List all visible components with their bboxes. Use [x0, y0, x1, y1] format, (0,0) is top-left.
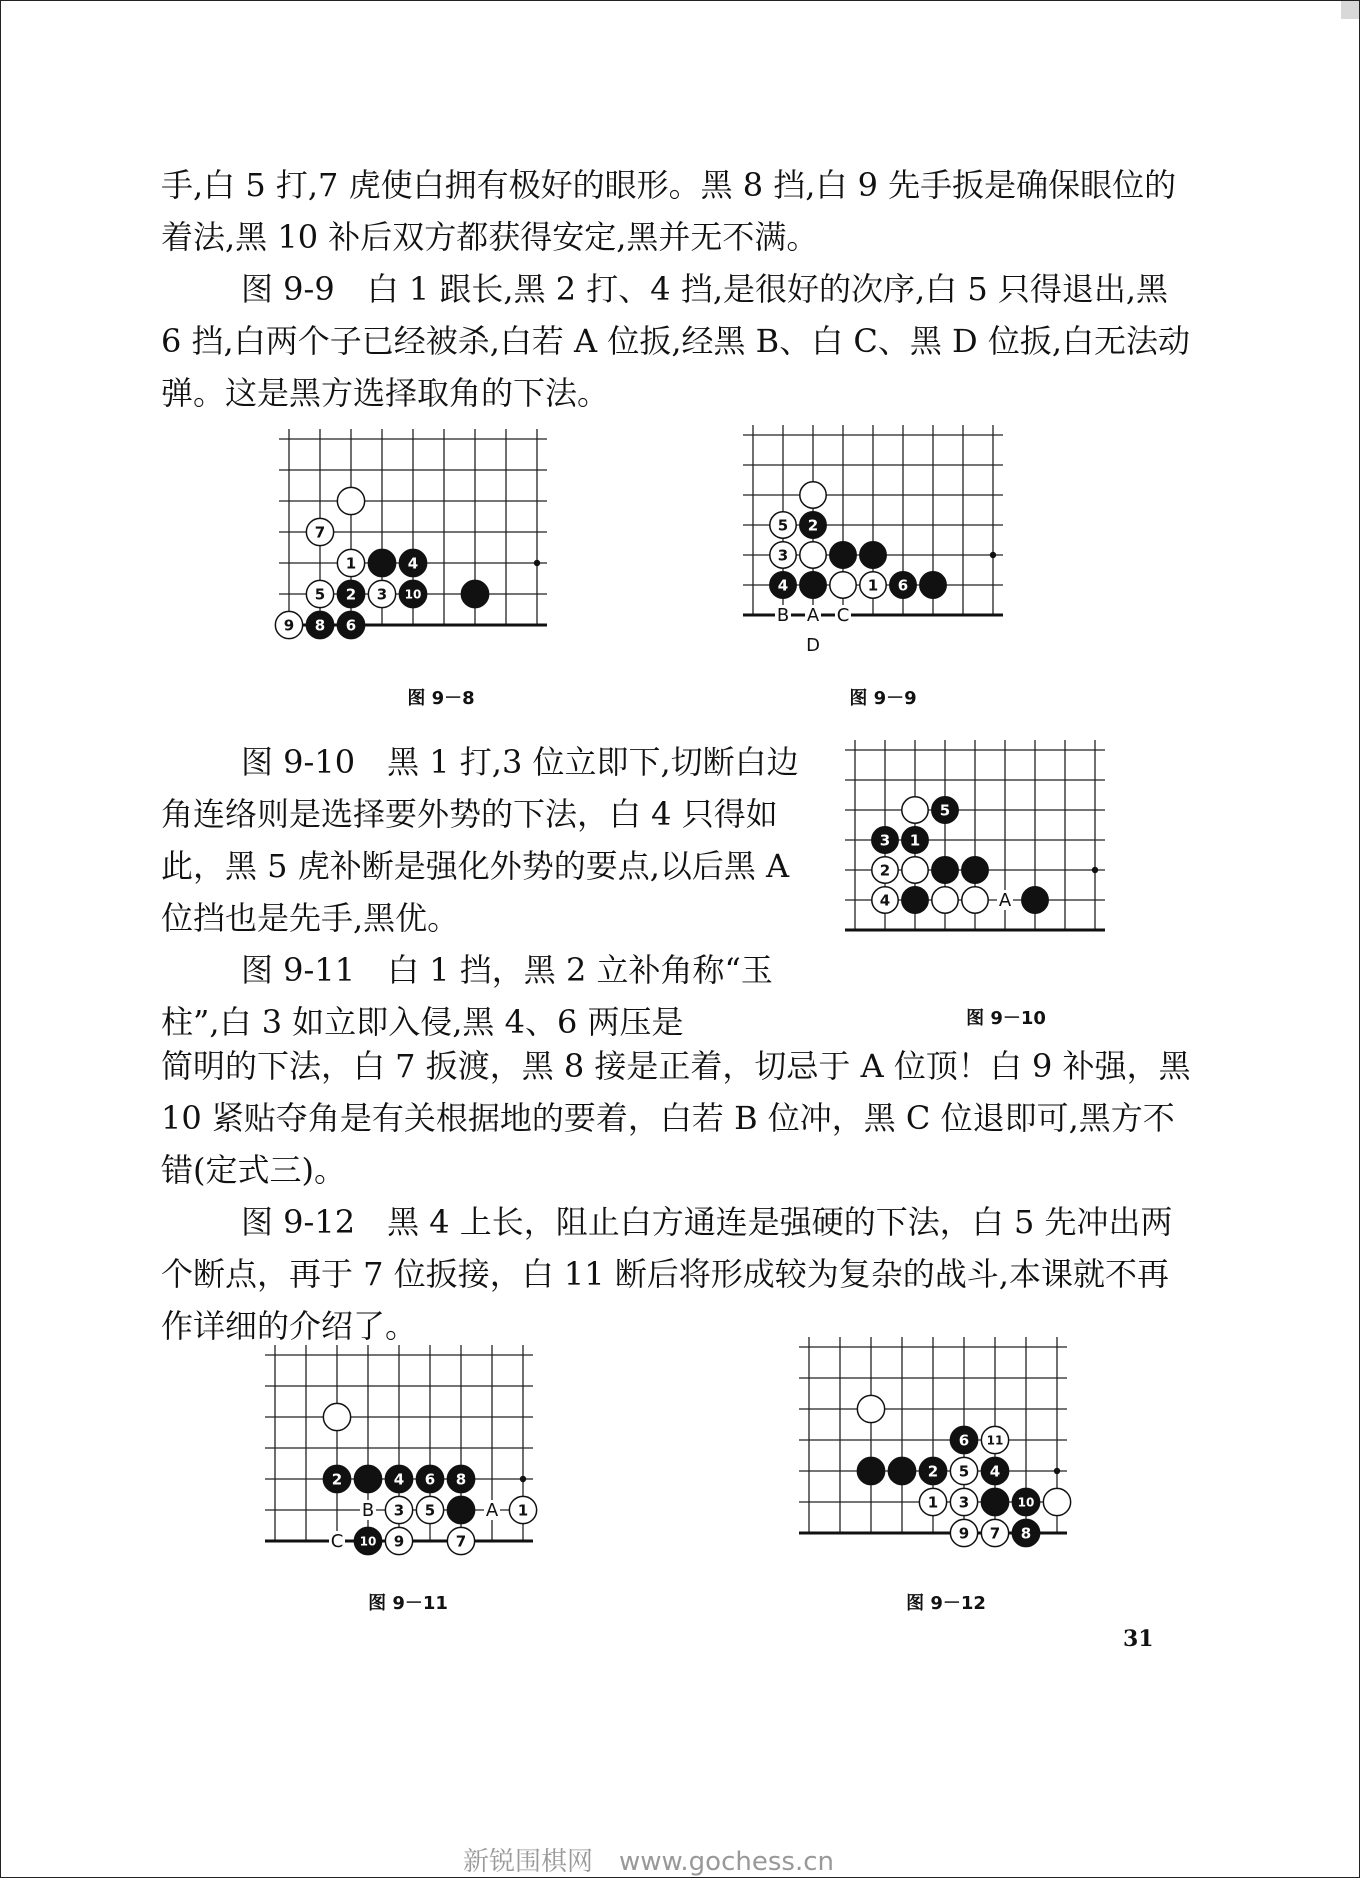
position-letter: A: [806, 605, 820, 626]
caption-fig-9-11: 图 9－11: [368, 1593, 448, 1614]
move-number: 11: [986, 1433, 1004, 1448]
move-number: 3: [879, 831, 891, 850]
star-point: [520, 1476, 526, 1482]
black-stone: [830, 542, 856, 568]
move-number: 3: [777, 546, 789, 565]
move-number: 3: [393, 1501, 405, 1520]
move-number: 10: [1017, 1495, 1035, 1510]
black-stone: [920, 572, 946, 598]
move-number: 1: [909, 831, 921, 850]
black-stone: [1022, 887, 1048, 913]
move-number: 4: [879, 891, 891, 910]
caption-fig-9-12: 图 9－12: [906, 1593, 986, 1614]
white-stone: [800, 482, 826, 508]
position-letter: C: [836, 605, 850, 626]
position-letter: A: [485, 1500, 499, 1521]
black-stone: [354, 1465, 381, 1492]
black-stone: [857, 1457, 884, 1484]
move-number: 4: [407, 554, 419, 573]
move-number: 6: [958, 1431, 970, 1450]
move-number: 4: [393, 1470, 405, 1489]
move-number: 9: [393, 1532, 405, 1551]
move-number: 6: [345, 616, 357, 635]
black-stone: [368, 549, 395, 576]
move-number: 5: [958, 1462, 970, 1481]
star-point: [1092, 867, 1098, 873]
move-number: 7: [455, 1532, 467, 1551]
page-number: 31: [1123, 1626, 1154, 1652]
move-number: 8: [314, 616, 326, 635]
white-stone: [830, 572, 856, 598]
black-stone: [902, 887, 928, 913]
white-stone: [962, 887, 988, 913]
go-diagram-9-8: [271, 421, 601, 671]
black-stone: [981, 1488, 1008, 1515]
move-number: 10: [359, 1534, 377, 1549]
move-number: 6: [897, 576, 909, 595]
move-number: 3: [376, 585, 388, 604]
star-point: [990, 552, 996, 558]
move-number: 5: [424, 1501, 436, 1520]
move-number: 10: [404, 587, 422, 602]
move-number: 9: [283, 616, 295, 635]
move-number: 5: [314, 585, 326, 604]
position-letter: D: [806, 635, 820, 656]
black-stone: [962, 857, 988, 883]
caption-fig-9-8: 图 9－8: [407, 688, 475, 709]
move-number: 8: [455, 1470, 467, 1489]
white-stone: [323, 1403, 350, 1430]
position-letter: B: [776, 605, 790, 626]
black-stone: [447, 1496, 474, 1523]
black-stone: [860, 542, 886, 568]
position-letter: A: [998, 890, 1012, 911]
go-diagram-9-12: [793, 1333, 1103, 1583]
white-stone: [857, 1395, 884, 1422]
caption-fig-9-10: 图 9－10: [966, 1008, 1046, 1029]
move-number: 2: [879, 861, 891, 880]
white-stone: [1043, 1488, 1070, 1515]
move-number: 9: [958, 1524, 970, 1543]
paragraph-fig-9-9: 图 9-9 白 1 跟长,黑 2 打、4 挡,是很好的次序,白 5 只得退出,黑 6 挡,白两个子已经被杀,白若 A 位扳,经黑 B、白 C、黑 D 位扳,白无法动弹。这是黑方选择取角的下法。: [161, 270, 1191, 412]
paragraph-fig-9-10: 图 9-10 黑 1 打,3 位立即下,切断白边角连络则是选择要外势的下法，白 4 只得如此，黑 5 虎补断是强化外势的要点,以后黑 A 位挡也是先手,黑优。: [161, 743, 799, 937]
white-stone: [800, 542, 826, 568]
move-number: 5: [939, 801, 951, 820]
black-stone: [888, 1457, 915, 1484]
white-stone: [902, 797, 928, 823]
move-number: 1: [517, 1501, 529, 1520]
page-corner: [1341, 1, 1359, 19]
move-number: 2: [927, 1462, 939, 1481]
position-letter: B: [361, 1500, 375, 1521]
move-number: 4: [989, 1462, 1001, 1481]
position-letter: C: [330, 1531, 344, 1552]
go-diagram-9-10: [841, 736, 1151, 976]
move-number: 2: [807, 516, 819, 535]
star-point: [534, 560, 540, 566]
move-number: 6: [424, 1470, 436, 1489]
move-number: 7: [314, 523, 326, 542]
move-number: 7: [989, 1524, 1001, 1543]
move-number: 1: [345, 554, 357, 573]
move-number: 2: [345, 585, 357, 604]
white-stone: [337, 487, 364, 514]
paragraph-fig-9-11-start: 图 9-11 白 1 挡，黑 2 立补角称“玉柱”,白 3 如立即入侵,黑 4、6 两压是: [161, 951, 773, 1041]
go-diagram-9-11: [259, 1341, 559, 1581]
white-stone: [932, 887, 958, 913]
move-number: 1: [867, 576, 879, 595]
move-number: 4: [777, 576, 789, 595]
go-diagram-9-9: [739, 421, 1049, 671]
move-number: 8: [1020, 1524, 1032, 1543]
move-number: 3: [958, 1493, 970, 1512]
paragraph-continuation: 手,白 5 打,7 虎使白拥有极好的眼形。黑 8 挡,白 9 先手扳是确保眼位的着法,黑 10 补后双方都获得安定,黑并无不满。: [161, 166, 1177, 256]
black-stone: [461, 580, 488, 607]
black-stone: [800, 572, 826, 598]
paragraph-fig-9-11-end: 简明的下法，白 7 扳渡，黑 8 接是正着，切忌于 A 位顶！白 9 补强，黑 10 紧贴夺角是有关根据地的要着，白若 B 位冲，黑 C 位退即可,黑方不错(定式三)。: [161, 1047, 1191, 1189]
move-number: 5: [777, 516, 789, 535]
move-number: 1: [927, 1493, 939, 1512]
white-stone: [902, 857, 928, 883]
paragraph-fig-9-12: 图 9-12 黑 4 上长，阻止白方通连是强硬的下法，白 5 先冲出两个断点，再于 7 位扳接，白 11 断后将形成较为复杂的战斗,本课就不再作详细的介绍了。: [161, 1203, 1173, 1345]
watermark: 新锐围棋网 www.gochess.cn: [463, 1847, 834, 1877]
move-number: 2: [331, 1470, 343, 1489]
black-stone: [932, 857, 958, 883]
caption-fig-9-9: 图 9－9: [849, 688, 917, 709]
star-point: [1054, 1468, 1060, 1474]
